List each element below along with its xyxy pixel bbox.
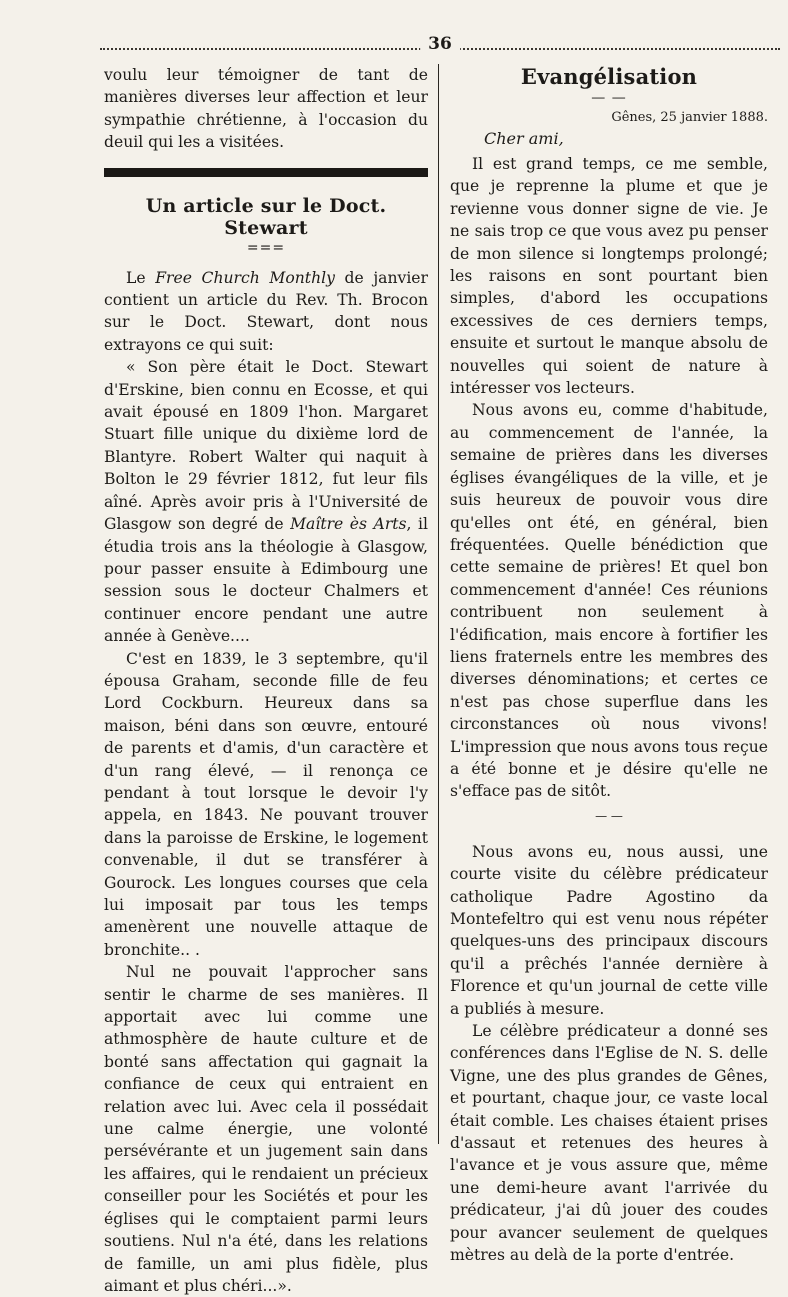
- column-divider: [438, 64, 439, 1144]
- article-title: Un article sur le Doct. Stewart: [145, 194, 387, 239]
- letter-paragraph-2: Nous avons eu, comme d'habitude, au commencement de l'année, la semaine de prières dans les diverses églises évangéliques de la ville, et je suis heureux de pouvoir vous dire qu'elles ont été, en général, bien fréquentées. Quelle bénédiction que cette semaine de prières! Et quel bon commencement d'année! Ces réunions contribuent non seulement à l'édification, mais encore à fortifier les liens fraternels entre les membres des diverses dénominations; et certes ce n'est pas chose superflue dans les circonstances où nous vivons! L'impression que nous avons tous reçue a été bonne et je désire qu'elle ne s'efface pas de sitôt.: [450, 401, 768, 801]
- page-number: 36: [420, 34, 460, 54]
- page-header: [100, 34, 780, 58]
- section-bar: [104, 168, 428, 177]
- letter-paragraph-3: Nous avons eu, nous aussi, une courte visite du célèbre prédicateur catholique Padre Agostino da Montefeltro qui est venu nous répéter quelques-uns des principaux discours qu'il a prêchés l'année dernière à Florence et qu'un journal de cette ville a publiés à mesure.: [450, 842, 768, 1018]
- article-paragraph-1: Le Free Church Monthly de janvier contient un article du Rev. Th. Brocon sur le Doct. Stewart, dont nous extrayons ce qui suit:: [104, 268, 428, 354]
- paragraph-separator: — —: [595, 808, 623, 823]
- article-paragraph-3: C'est en 1839, le 3 septembre, qu'il épousa Graham, seconde fille de feu Lord Cockburn. Heureux dans sa maison, béni dans son œuvre, entouré de parents et d'amis, d'un caractère et d'un rang élevé, — il renonça ce pendant à tout lorsque le devoir l'y appela, en 1843. Ne pouvant trouver dans la paroisse de Erskine, le logement convenable, il dut se transférer à Gourock. Les longues courses que cela lui imposait par tous les temps amenèrent une nouvelle attaque de bronchite.. .: [104, 649, 428, 959]
- section-title-dash: — —: [591, 90, 627, 106]
- letter-paragraph-1: Il est grand temps, ce me semble, que je reprenne la plume et que je revienne vous donner signe de vie. Je ne sais trop ce que vous avez pu penser de mon silence si longtemps prolongé; les raisons en sont pourtant bien simples, d'abord les occupations excessives de ces derniers temps, ensuite et surtout le manque absolu de nouvelles qui soient de nature à intéresser vos lecteurs.: [450, 155, 768, 398]
- letter-salutation: Cher ami,: [484, 129, 564, 148]
- right-column: [450, 64, 768, 1267]
- journal-name: Free Church Monthly: [155, 268, 335, 287]
- article-paragraph-2: « Son père était le Doct. Stewart d'Erskine, bien connu en Ecosse, et qui avait épousé en 1809 l'hon. Margaret Stuart fille unique du dixième lord de Blantyre. Robert Walter qui naquit à Bolton le 29 février 1812, fut leur fils aîné. Après avoir pris à l'Université de Glasgow son degré de Maître ès Arts, il étudia trois ans la théologie à Glasgow, pour passer ensuite à Edimbourg une session sous le docteur Chalmers et continuer encore pendant une autre année à Genève....: [104, 358, 428, 646]
- letter-dateline: Gênes, 25 janvier 1888.: [611, 110, 768, 125]
- left-column: [104, 64, 428, 1297]
- section-title: Evangélisation: [520, 64, 698, 89]
- letter-paragraph-4: Le célèbre prédicateur a donné ses conférences dans l'Eglise de N. S. delle Vigne, une des plus grandes de Gênes, et pourtant, chaque jour, ce vaste local était comble. Les chaises étaient prises d'assaut et retenues des heures à l'avance et je vous assure que, même une demi-heure avant l'arrivée du prédicateur, j'ai dû jouer des coudes pour avancer seulement de quelques mètres au delà de la porte d'entrée.: [450, 1022, 768, 1265]
- article-paragraph-4: Nul ne pouvait l'approcher sans sentir le charme de ses manières. Il apportait avec lui comme une athmosphère de haute culture et de bonté sans affectation qui gagnait la confiance de ceux qui entraient en relation avec lui. Avec cela il possédait une calme énergie, une volonté persévérante et un jugement sain dans les affaires, qui le rendaient un précieux conseiller pour les Sociétés et pour les églises qui le comptaient parmi leurs soutiens. Nul n'a été, dans les relations de famille, un ami plus fidèle, plus aimant et plus chéri...».: [104, 963, 428, 1295]
- degree-name: Maître ès Arts: [290, 515, 407, 534]
- title-dash: ===: [246, 239, 286, 256]
- previous-article-tail: voulu leur témoigner de tant de manières diverses leur affection et leur sympathie chrétienne, à l'occasion du deuil qui les a visitées.: [104, 66, 428, 152]
